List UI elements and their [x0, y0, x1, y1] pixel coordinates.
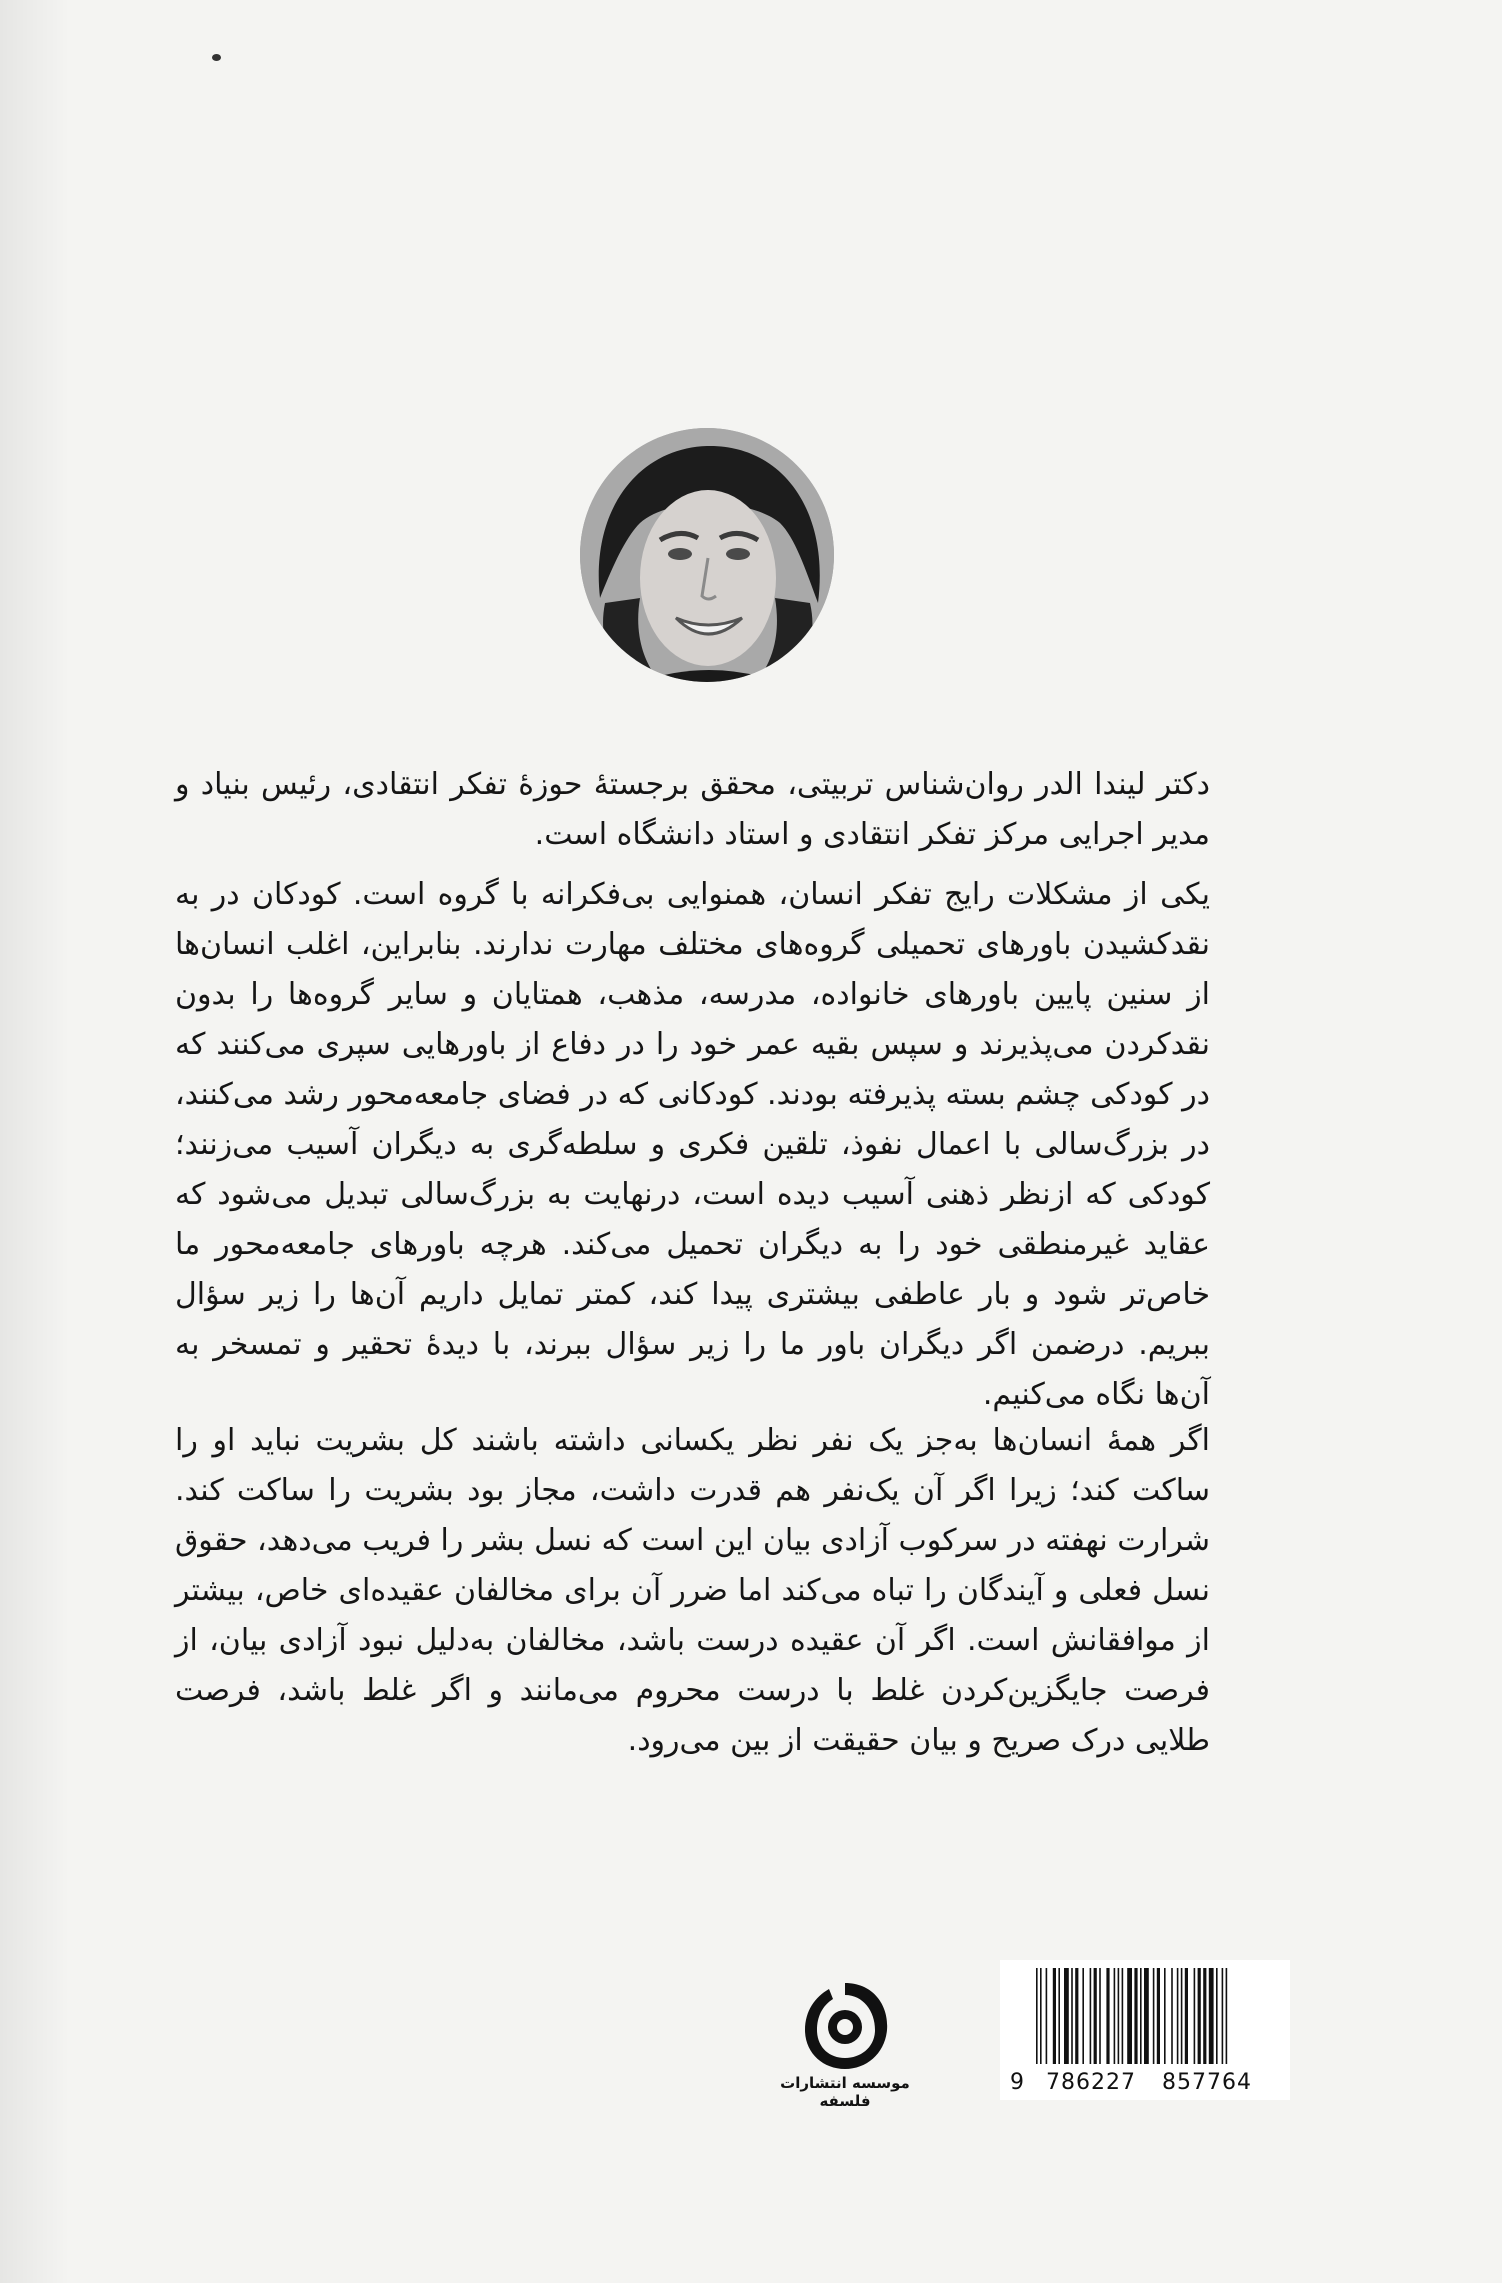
author-portrait-image — [580, 428, 834, 682]
barcode-bar — [1153, 1968, 1155, 2064]
print-speck — [212, 54, 221, 61]
barcode-bar — [1164, 1968, 1166, 2064]
publisher-name: موسسه انتشارات فلسفه — [780, 2074, 910, 2110]
author-portrait — [580, 428, 834, 682]
isbn-barcode — [1000, 1960, 1290, 2100]
barcode-bars — [1006, 1968, 1284, 2068]
barcode-bar — [1053, 1968, 1056, 2064]
author-bio: دکتر لیندا الدر روان‌شناس تربیتی، محقق برجستهٔ حوزهٔ تفکر انتقادی، رئیس بنیاد و مدیر اجرایی مرکز تفکر انتقادی و استاد دانشگاه است. — [175, 767, 1210, 852]
barcode-bar — [1071, 1968, 1073, 2064]
barcode-bar — [1209, 1968, 1214, 2064]
barcode-bar — [1226, 1968, 1228, 2064]
barcode-bar — [1203, 1968, 1206, 2064]
barcode-bar — [1134, 1968, 1137, 2064]
barcode-bar — [1216, 1968, 1218, 2064]
barcode-bar — [1040, 1968, 1042, 2064]
barcode-bar — [1090, 1968, 1092, 2064]
barcode-bar — [1094, 1968, 1097, 2064]
barcode-bar — [1181, 1968, 1183, 2064]
barcode-bar — [1185, 1968, 1188, 2064]
spine-edge — [0, 0, 70, 2283]
barcode-bar — [1082, 1968, 1084, 2064]
barcode-bar — [1099, 1968, 1101, 2064]
barcode-bar — [1140, 1968, 1142, 2064]
barcode-bar — [1046, 1968, 1048, 2064]
barcode-bar — [1122, 1968, 1124, 2064]
barcode-digits-right: 857764 — [1162, 2070, 1252, 2095]
barcode-lead-digit: 9 — [1010, 2070, 1025, 2095]
barcode-bar — [1171, 1968, 1173, 2064]
barcode-bar — [1222, 1968, 1224, 2064]
barcode-bar — [1127, 1968, 1132, 2064]
description-paragraph-2: اگر همهٔ انسان‌ها به‌جز یک نفر نظر یکسانی داشته باشند کل بشریت نباید او را ساکت کند؛ زیرا اگر آن یک‌نفر هم قدرت داشت، مجاز بود بشریت را ساکت کند. شرارت نهفته در سرکوب آزادی بیان این است که نسل بشر را فریب می‌دهد، حقوق نسل فعلی و آیندگان را تباه می‌کند اما ضرر آن برای مخالفان عقیده‌ای خاص، بیشتر از موافقانش است. اگر آن عقیده درست باشد، مخالفان به‌دلیل نبود آزادی بیان، از فرصت جایگزین‌کردن غلط با درست محروم می‌مانند و اگر غلط باشد، فرصت طلایی درک صریح و بیان حقیقت از بین می‌رود. — [175, 1423, 1210, 1758]
barcode-bar — [1064, 1968, 1069, 2064]
description-paragraph-1: یکی از مشکلات رایج تفکر انسان، همنوایی بی‌فکرانه با گروه است. کودکان در به نقدکشیدن باورهای تحمیلی گروه‌های مختلف مهارت ندارند. بنابراین، اغلب انسان‌ها از سنین پایین باورهای خانواده، مدرسه، مذهب، همتایان و سایر گروه‌ها را بدون نقدکردن می‌پذیرند و سپس بقیه عمر خود را در دفاع از باورهایی سپری می‌کنند که در کودکی چشم بسته پذیرفته بودند. کودکانی که در فضای جامعه‌محور رشد می‌کنند، در بزرگ‌سالی با اعمال نفوذ، تلقین فکری و سلطه‌گری به دیگران آسیب می‌زنند؛ کودکی که ازنظر ذهنی آسیب دیده است، درنهایت به بزرگ‌سالی تبدیل می‌شود که عقاید غیرمنطقی خود را به دیگران تحمیل می‌کند. هرچه باورهای جامعه‌محور ما خاص‌تر شود و بار عاطفی بیشتری پیدا کند، کمتر تمایل داریم آن‌ها را زیر سؤال ببریم. درضمن اگر دیگران باور ما را زیر سؤال ببرند، با دیدهٔ تحقیر و تمسخر به آن‌ها نگاه می‌کنیم. — [175, 877, 1210, 1412]
barcode-bar — [1118, 1968, 1120, 2064]
barcode-digits-left: 786227 — [1046, 2070, 1136, 2095]
barcode-bar — [1144, 1968, 1149, 2064]
barcode-bar — [1058, 1968, 1060, 2064]
publisher-logo-icon — [795, 1975, 895, 2075]
barcode-bar — [1075, 1968, 1078, 2064]
barcode-bar — [1198, 1968, 1201, 2064]
barcode-bar — [1194, 1968, 1196, 2064]
barcode-bar — [1177, 1968, 1179, 2064]
barcode-bar — [1157, 1968, 1160, 2064]
barcode-bar — [1114, 1968, 1116, 2064]
barcode-bar — [1106, 1968, 1109, 2064]
barcode-bar — [1036, 1968, 1038, 2064]
